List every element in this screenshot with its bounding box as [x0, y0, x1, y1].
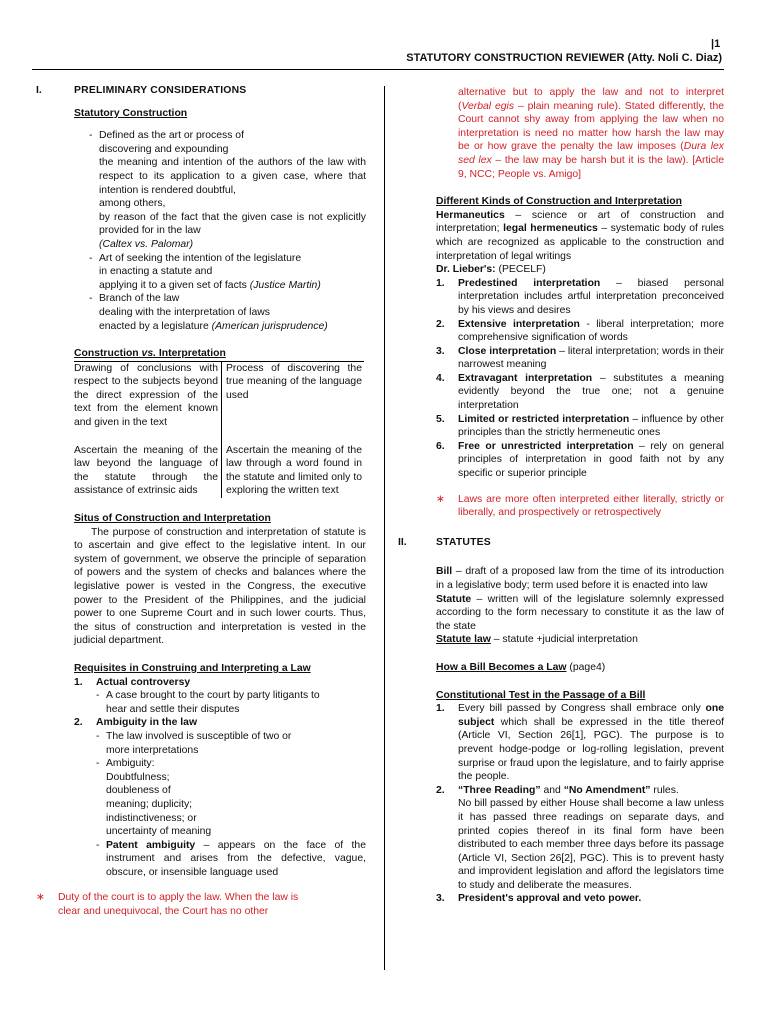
statute-law-definition: Statute law – statute +judicial interpretation: [436, 634, 638, 646]
statute-definition: Statute – written will of the legislature solemnly expressed according to the form necessary to constitute it as the law of the state: [436, 593, 724, 632]
list-item: 2. Ambiguity in the law: [74, 717, 198, 729]
star-bullet-icon: ∗: [436, 493, 445, 505]
section-roman: II.: [398, 536, 407, 548]
definition-text: among others,: [99, 198, 166, 210]
requisites-list: [74, 676, 366, 880]
statutory-construction-heading: Statutory Construction: [74, 107, 188, 119]
bill-definition: Bill – draft of a proposed law from the time of its introduction in a legislative body; term used before it is enacted into law: [436, 566, 724, 591]
constitutional-test-list: [436, 702, 724, 906]
list-item: 3. President's approval and veto power.: [436, 893, 642, 905]
note-item: ∗ Laws are more often interpreted either literally, strictly or liberally, and prospectively or retrospectively: [436, 493, 724, 519]
case-citation: (Caltex vs. Palomar): [99, 238, 194, 250]
kinds-list: [436, 277, 724, 520]
note-item: ∗ Duty of the court is to apply the law. When the law is clear and unequivocal, the Court has no other: [36, 892, 299, 918]
situs-paragraph: The purpose of construction and interpretation of statute is to ascertain and give effect to the legislative intent. In our system of government, we observe the principle of separation of powers and the system of checks and balances where the legislative power is vested in the Congress, the executive power to the President of the Philippines, and the judicial power to one Supreme Court and in such lower courts. Thus, the situs of construction and interpretation is vested in the judicial department.: [74, 526, 366, 647]
case-citation: (Justice Martin): [249, 279, 321, 291]
definition-text: discovering and expounding: [99, 143, 229, 155]
list-item: 3. Close interpretation – literal interpretation; words in their narrowest meaning: [436, 345, 724, 371]
left-column: [36, 84, 366, 919]
table-row: [74, 430, 364, 498]
definition-list: [89, 129, 366, 333]
list-item: 4. Extravagant interpretation – substitutes a meaning evidently beyond the true one; not a genuine interpretation: [436, 372, 724, 412]
list-item: 1. Actual controversy: [74, 676, 191, 688]
page-number: |1: [711, 38, 721, 50]
definition-text: Branch of the law: [99, 293, 180, 305]
table-cell: Ascertain the meaning of the law beyond the language of the statute through the assistance of extrinsic aids: [74, 430, 222, 498]
running-header-title: STATUTORY CONSTRUCTION REVIEWER (Atty. Noli C. Diaz): [406, 52, 722, 64]
section-roman: I.: [36, 85, 42, 96]
table-cell: Ascertain the meaning of the law through a word found in the statute and limited only to exploring the written text: [226, 444, 362, 497]
definition-text: by reason of the fact that the given case is not explicitly provided for in the law: [99, 211, 366, 237]
list-subitem: - A case brought to the court by party litigants to hear and settle their disputes: [96, 690, 320, 715]
requisites-heading: Requisites in Construing and Interpreting a Law: [74, 662, 311, 674]
case-citation: (American jurisprudence): [211, 320, 328, 332]
definition-text: the meaning and intention of the authors of the law with respect to its application to a given case, where that intention is rendered doubtful,: [99, 157, 366, 196]
table-cell: Drawing of conclusions with respect to the subjects beyond the direct expression of the text from the element known and given in the text: [74, 361, 222, 429]
list-subitem: - Patent ambiguity – appears on the face of the instrument and arises from the defective, vague, obscure, or insensible language used: [96, 839, 366, 878]
comparison-table: [74, 361, 364, 498]
kinds-heading: Different Kinds of Construction and Interpretation: [436, 196, 682, 208]
definition-text: Defined as the art or process of: [99, 130, 244, 142]
section-title: STATUTES: [436, 536, 491, 548]
list-item: 1. Predestined interpretation – biased personal interpretation includes artful interpretation preconceived by his views and desires: [436, 277, 724, 316]
definition-text: enacted by a legislature: [99, 320, 209, 332]
list-item: 1. Every bill passed by Congress shall embrace only one subject which shall be expressed in the title thereof (Article VI, Section 26[1], PGC). The purpose is to prevent hodge-podge or log-rolling legislation, prevent surprise or fraud upon the legislature, and to fairly apprise the people.: [436, 703, 724, 783]
list-item: 5. Limited or restricted interpretation – influence by other principles than the strictly hermeneutic ones: [436, 413, 724, 439]
star-bullet-icon: ∗: [36, 892, 45, 904]
constitutional-test-heading: Constitutional Test in the Passage of a Bill: [436, 689, 646, 701]
section-heading-preliminary: [36, 84, 366, 98]
definitions-block: [436, 565, 724, 647]
right-column: [398, 84, 724, 906]
definition-item: - Defined as the art or process of discovering and expounding: [89, 130, 244, 155]
note-continuation: alternative but to apply the law and not to interpret (Verbal egis – plain meaning rule). Stated differently, the Court cannot shy away from applying the law when no interpretation is need no matter how harsh the law may be or how grave the penalty the law imposes (Dura lex sed lex – the law may be harsh but it is the law). [Article 9, NCC; People vs. Amigo]: [458, 87, 724, 180]
list-subitem: - The law involved is susceptible of two or more interpretations: [96, 730, 292, 756]
table-cell: Process of discovering the true meaning of the language used: [222, 361, 365, 429]
situs-heading: Situs of Construction and Interpretation: [74, 513, 271, 525]
section-heading-statutes: [398, 536, 724, 550]
list-item: 2. Extensive interpretation - liberal interpretation; more comprehensive signification of words: [436, 318, 724, 344]
construction-vs-interpretation-heading: Construction vs. Interpretation: [74, 348, 226, 360]
how-bill-heading: How a Bill Becomes a Law (page4): [436, 661, 606, 673]
hermeneutics-paragraph: Hermaneutics – science or art of construction and interpretation; legal hermeneutics – systematic body of rules which are recognized as applicable to the construction and interpretation of legal writings: [436, 209, 724, 262]
definition-item: - Art of seeking the intention of the legislature in enacting a statute and applying it to a given set of facts (Justice Martin): [89, 252, 321, 291]
header-rule: [32, 69, 724, 70]
definition-text: dealing with the interpretation of laws: [99, 306, 270, 318]
list-item: 6. Free or unrestricted interpretation – rely on general principles of interpretation in good faith not by any specific or superior principle: [436, 440, 724, 480]
list-subitem: - Ambiguity: Doubtfulness; doubleness of meaning; duplicity; indistinctiveness; or uncertainty of meaning: [96, 758, 212, 838]
definition-text: Art of seeking the intention of the legislature: [99, 252, 302, 264]
definition-text: in enacting a statute and: [99, 266, 213, 278]
column-divider: [384, 86, 385, 970]
definition-text: applying it to a given set of facts: [99, 279, 247, 291]
list-item: 2. “Three Reading” and “No Amendment” rules. No bill passed by either House shall become a law unless it has passed three readings on separate days, and printed copies thereof in its final form have been distributed to each member three days before its passage (Article VI, Section 26[2], PGC). This is to prevent hasty and improvident legislation and afford the legislators time to study and deliberate the measures.: [436, 784, 724, 891]
section-title: PRELIMINARY CONSIDERATIONS: [74, 85, 247, 96]
definition-item: - Branch of the law dealing with the interpretation of laws enacted by a legislature (American jurisprudence): [89, 293, 328, 332]
lieber-line: Dr. Lieber's: (PECELF): [436, 264, 546, 276]
table-row: [74, 361, 364, 429]
